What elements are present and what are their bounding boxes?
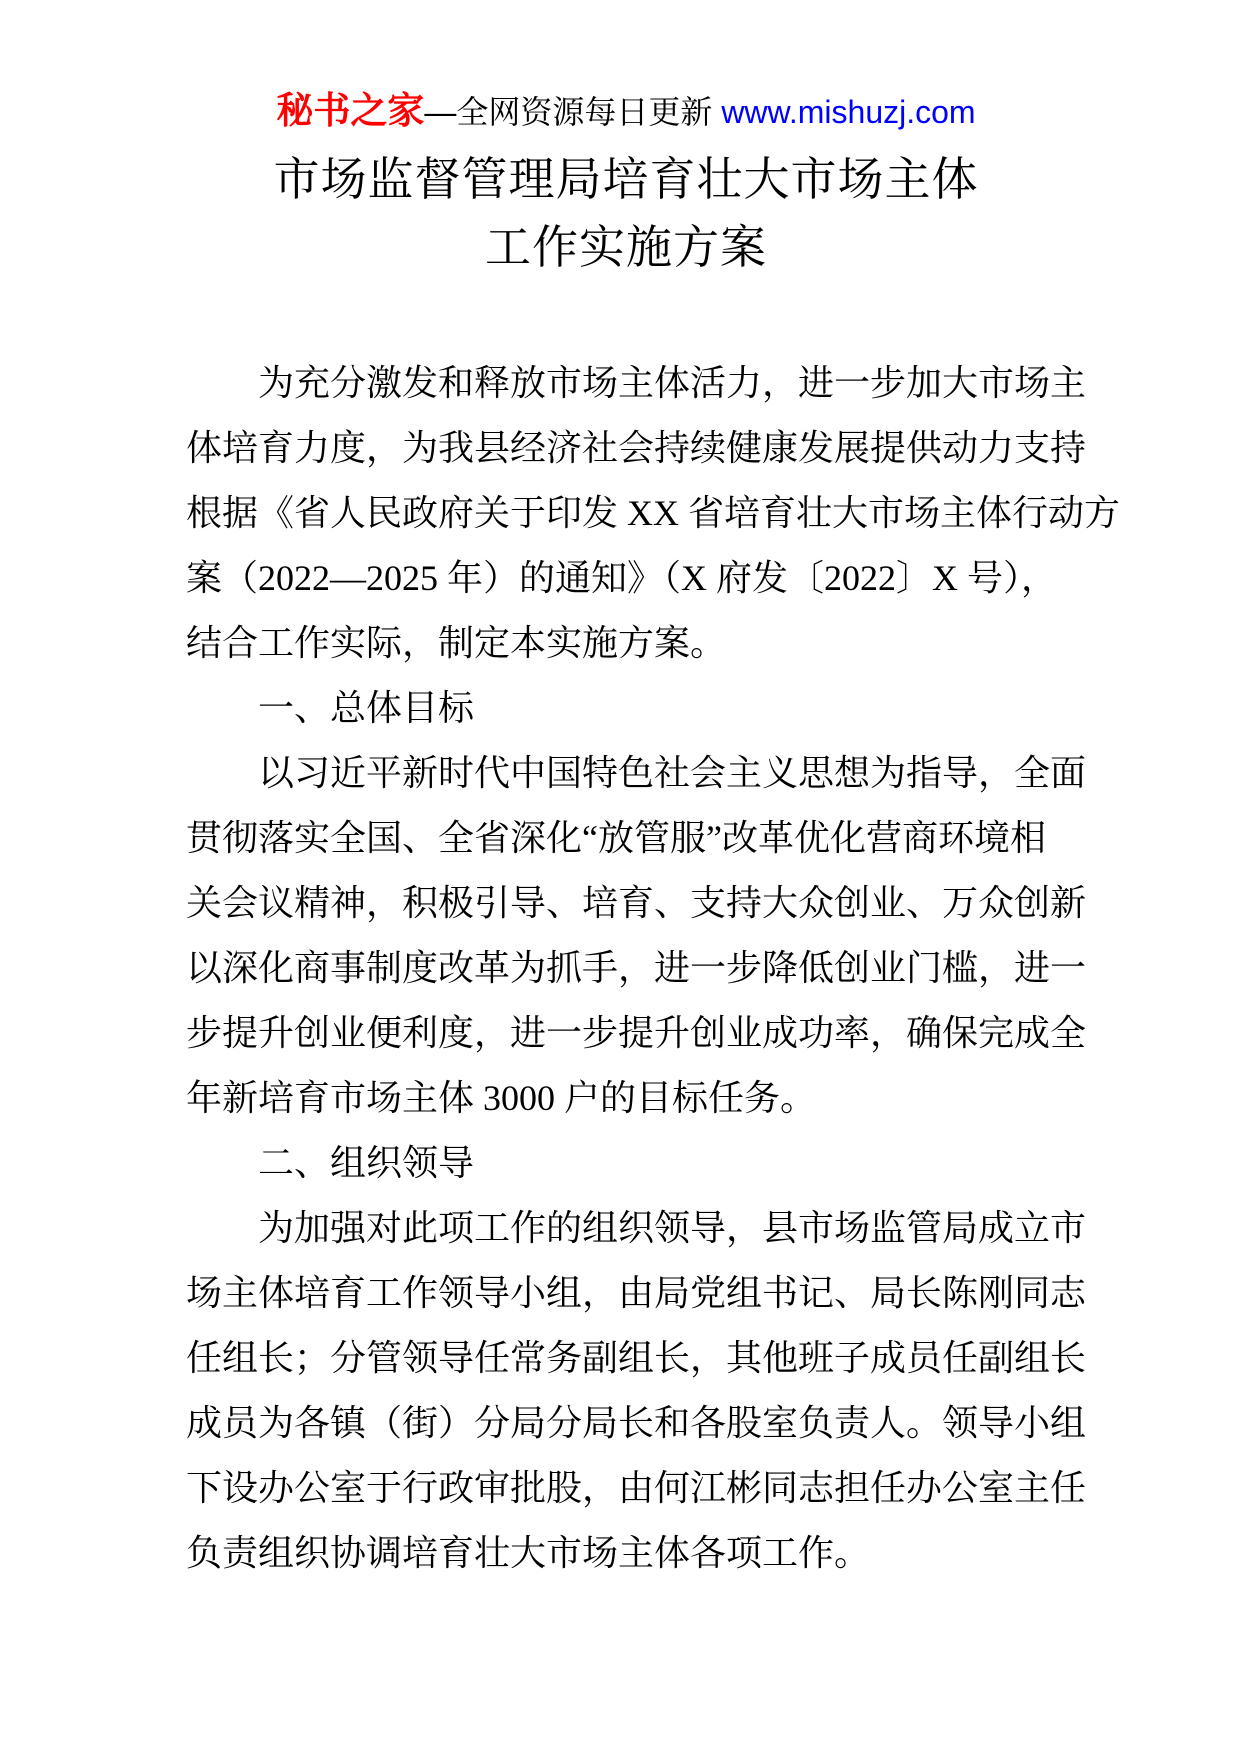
body-line: 场主体培育工作领导小组，由局党组书记、局长陈刚同志 [186, 1273, 1087, 1313]
body-line: 体培育力度，为我县经济社会持续健康发展提供动力支持 [186, 428, 1087, 468]
body-line: 成员为各镇（街）分局分局长和各股室负责人。领导小组 [186, 1403, 1087, 1443]
body-line: 结合工作实际，制定本实施方案。 [186, 623, 727, 663]
watermark-header [186, 90, 1066, 133]
body-line: 贯彻落实全国、全省深化“放管服”改革优化营商环境相 [186, 818, 1046, 858]
body-line: 年新培育市场主体 3000 户的目标任务。 [186, 1078, 817, 1118]
body-line: 为充分激发和释放市场主体活力，进一步加大市场主 [258, 363, 1087, 403]
body-line: 案（2022—2025 年）的通知》（X 府发〔2022〕X 号）， [186, 558, 1057, 598]
document-title [186, 145, 1066, 281]
title-line-1: 市场监督管理局培育壮大市场主体 [273, 153, 979, 205]
document-body [186, 351, 1120, 1586]
body-line: 步提升创业便利度，进一步提升创业成功率，确保完成全 [186, 1013, 1087, 1053]
section-heading: 二、组织领导 [258, 1143, 475, 1183]
body-line: 下设办公室于行政审批股，由何江彬同志担任办公室主任 [186, 1468, 1087, 1508]
body-line: 负责组织协调培育壮大市场主体各项工作。 [186, 1533, 871, 1573]
body-line: 以习近平新时代中国特色社会主义思想为指导，全面 [258, 753, 1087, 793]
body-line: 任组长；分管领导任常务副组长，其他班子成员任副组长 [186, 1338, 1087, 1378]
title-line-2: 工作实施方案 [485, 221, 767, 273]
site-name: 秘书之家 [276, 90, 425, 131]
body-line: 为加强对此项工作的组织领导，县市场监管局成立市 [258, 1208, 1087, 1248]
section-heading: 一、总体目标 [258, 688, 475, 728]
body-line: 以深化商事制度改革为抓手，进一步降低创业门槛，进一 [186, 948, 1087, 988]
body-line: 根据《省人民政府关于印发 XX 省培育壮大市场主体行动方 [186, 493, 1120, 533]
site-tagline: —全网资源每日更新 [424, 94, 722, 130]
body-line: 关会议精神，积极引导、培育、支持大众创业、万众创新 [186, 883, 1087, 923]
site-url-link[interactable]: www.mishuzj.com [721, 94, 976, 130]
